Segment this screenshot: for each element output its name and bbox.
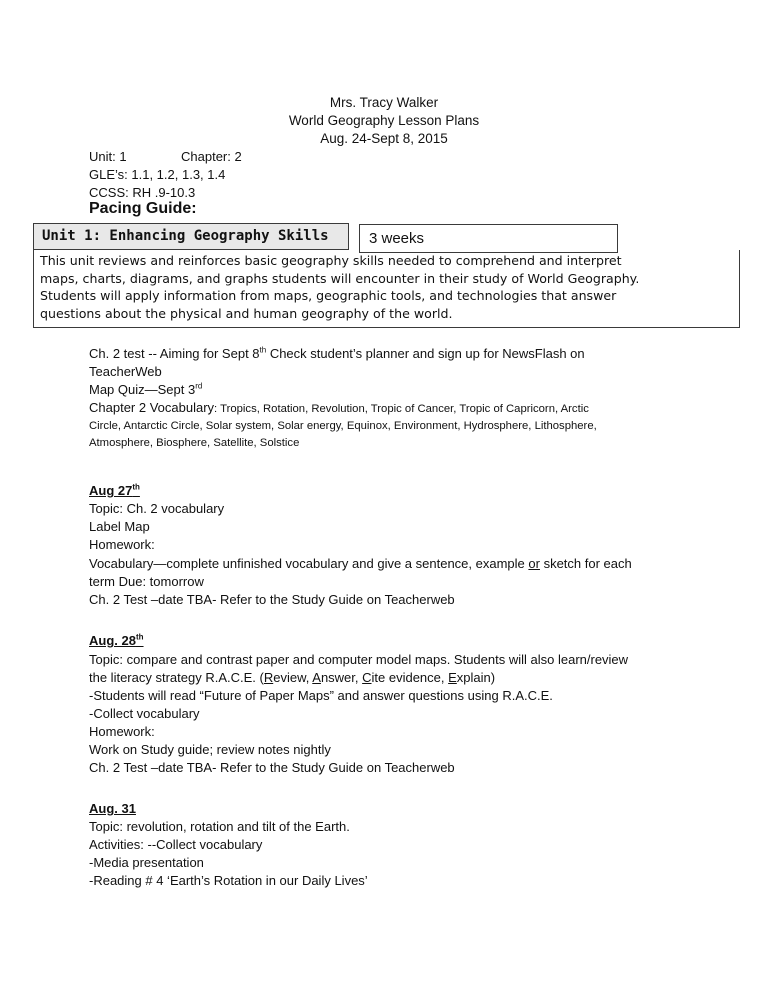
aug28-heading-text: Aug. 28 (89, 633, 136, 648)
aug27-hw-text: Vocabulary—complete unfinished vocabulary and give a sentence, example (89, 556, 529, 571)
chapter-number: Chapter: 2 (181, 149, 242, 164)
summary-line: questions about the physical and human geography of the world. (40, 305, 453, 321)
aug27-heading-sup: th (132, 482, 140, 492)
aug31-line: -Media presentation (89, 855, 204, 870)
unit-summary-box (33, 250, 740, 328)
aug28-line: Ch. 2 Test –date TBA- Refer to the Study Guide on Teacherweb (89, 760, 455, 775)
race-e: E (448, 670, 457, 685)
test-note-text-2: Check student’s planner and sign up for NewsFlash on (266, 346, 585, 361)
aug31-line: Activities: --Collect vocabulary (89, 837, 263, 852)
map-quiz-sup: rd (195, 381, 203, 391)
race-r: R (263, 670, 274, 685)
date-range: Aug. 24-Sept 8, 2015 (320, 131, 448, 146)
race-a: A (312, 670, 321, 685)
aug28-line: -Students will read “Future of Paper Maps” and answer questions using R.A.C.E. (89, 688, 553, 703)
vocab-terms-3: Atmosphere, Biosphere, Satellite, Solstice (89, 437, 300, 449)
race-a-rest: nswer, (320, 670, 363, 685)
summary-line: maps, charts, diagrams, and graphs students will encounter in their study of World Geography. (40, 270, 640, 286)
aug31-heading-text: Aug. 31 (89, 801, 136, 816)
race-r-rest: eview, (273, 670, 313, 685)
unit-title-box: Unit 1: Enhancing Geography Skills (33, 223, 349, 250)
vocab-terms-2: Circle, Antarctic Circle, Solar system, Solar energy, Equinox, Environment, Hydrosphere, Lithosphere, (89, 420, 597, 432)
aug27-homework-label: Homework: (89, 537, 155, 552)
aug27-hw-text-2: sketch for each (539, 556, 632, 571)
aug27-homework (89, 555, 632, 572)
test-note-sup: th (259, 345, 267, 355)
aug27-hw-or: or (528, 556, 540, 571)
ccss-line: CCSS: RH .9-10.3 (89, 185, 196, 200)
aug27-heading (89, 482, 140, 499)
aug28-race (89, 669, 495, 686)
aug27-activity: Label Map (89, 519, 150, 534)
map-quiz-text: Map Quiz—Sept 3 (89, 382, 196, 397)
document-header (0, 94, 768, 148)
race-c-rest: ite evidence, (371, 670, 449, 685)
aug31-heading (89, 800, 136, 817)
race-c: C (362, 670, 372, 685)
teacher-name: Mrs. Tracy Walker (329, 95, 439, 110)
aug27-test-note: Ch. 2 Test –date TBA- Refer to the Study Guide on Teacherweb (89, 592, 455, 607)
aug28-line: Work on Study guide; review notes nightly (89, 742, 331, 757)
unit-duration-box: 3 weeks (359, 224, 618, 253)
aug28-line: -Collect vocabulary (89, 706, 200, 721)
vocab-list (89, 399, 589, 417)
aug28-line: Homework: (89, 724, 155, 739)
vocab-terms-1: : Tropics, Rotation, Revolution, Tropic of Cancer, Tropic of Capricorn, Arctic (214, 403, 589, 415)
unit-chapter-line (89, 148, 242, 166)
aug27-topic: Topic: Ch. 2 vocabulary (89, 501, 225, 516)
gle-line: GLE’s: 1.1, 1.2, 1.3, 1.4 (89, 167, 226, 182)
test-note-text: Ch. 2 test -- Aiming for Sept 8 (89, 346, 260, 361)
test-note-line2: TeacherWeb (89, 364, 162, 379)
aug28-topic: Topic: compare and contrast paper and computer model maps. Students will also learn/review (89, 652, 629, 667)
race-e-rest: xplain) (456, 670, 496, 685)
aug31-line: -Reading # 4 ‘Earth’s Rotation in our Daily Lives’ (89, 873, 368, 888)
aug27-heading-text: Aug 27 (89, 483, 133, 498)
summary-line: Students will apply information from maps, geographic tools, and technologies that answer (40, 288, 617, 303)
aug28-heading-sup: th (135, 632, 144, 642)
document-title: World Geography Lesson Plans (288, 113, 480, 128)
pacing-guide-heading: Pacing Guide: (89, 200, 197, 217)
aug28-heading (89, 632, 144, 649)
test-note (89, 345, 585, 362)
aug31-line: Topic: revolution, rotation and tilt of the Earth. (89, 819, 350, 834)
aug27-homework-line2: term Due: tomorrow (89, 574, 204, 589)
unit-number: Unit: 1 (89, 149, 127, 164)
race-text: the literacy strategy R.A.C.E. ( (89, 670, 264, 685)
summary-line: This unit reviews and reinforces basic geography skills needed to comprehend and interpret (40, 253, 622, 268)
vocab-label: Chapter 2 Vocabulary (89, 400, 215, 415)
map-quiz-note (89, 381, 202, 398)
